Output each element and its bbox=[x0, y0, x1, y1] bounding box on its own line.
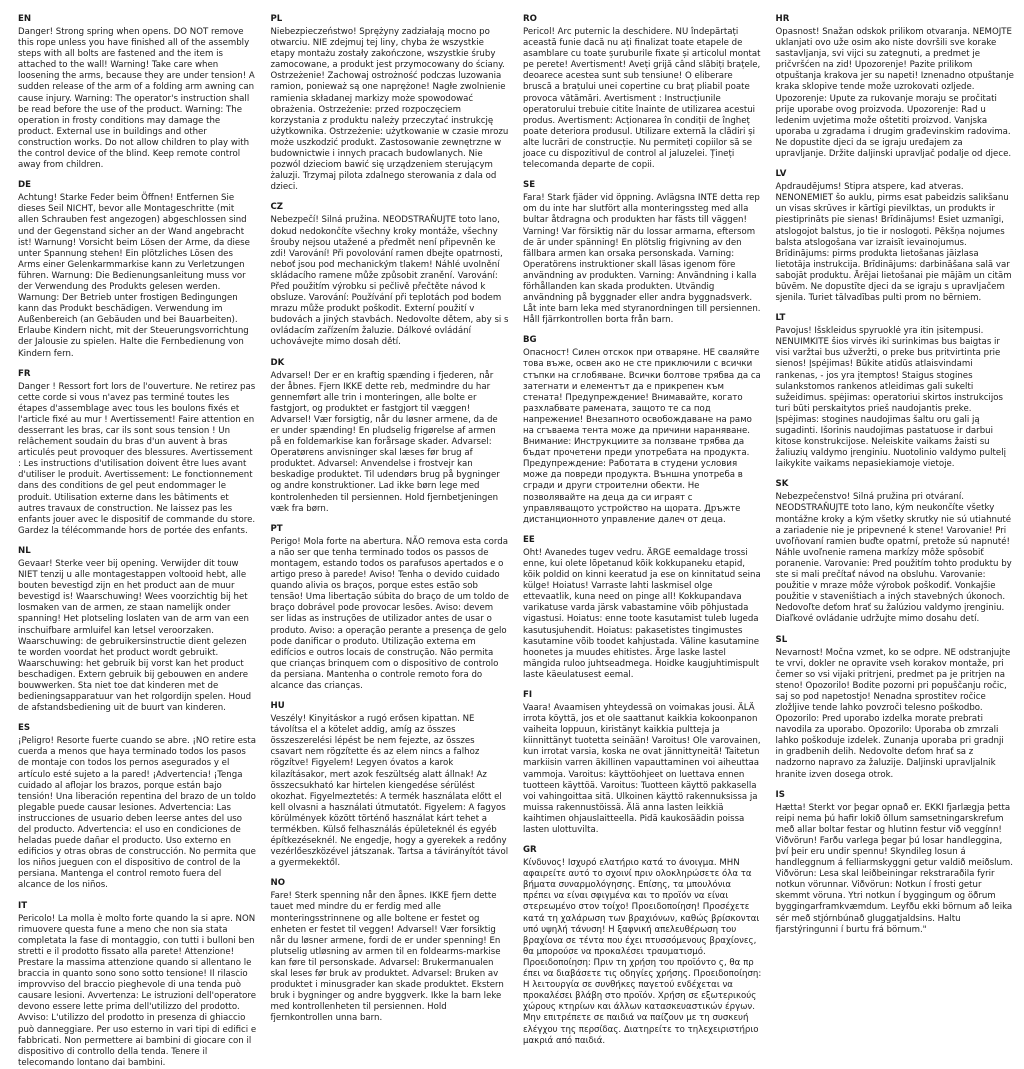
language-code: LT bbox=[775, 313, 786, 324]
language-code: NO bbox=[270, 878, 285, 889]
warning-text: Nevarnost! Močna vzmet, ko se odpre. NE odstranjujte te vrvi, dokler ne opravite vseh korakov montaže, pri čemer so vsi vijaki pritrjeni, predmet pa je pritrjen na steno! Opozorilo! Bodite pozorni pri popuščanju ročic, saj so pod napetostjo! Nenadna sprostitev ročice zložljive tende lahko povzroči telesno poškodbo. Opozorilo: Pred uporabo izdelka morate prebrati navodila za uporabo. Opozorilo: Uporaba ob zmrzali lahko poškoduje izdelek. Zunanja uporaba pri gradnji in gradbenih delih. Nedovolte deťom hrať sa z nadzorno napravo za žaluzije. Daljinski upravljalnik hranite izven dosega otrok. bbox=[775, 647, 1011, 780]
section-no bbox=[271, 878, 510, 1024]
language-code: SE bbox=[523, 180, 536, 191]
section-nl bbox=[18, 546, 257, 714]
language-code: BG bbox=[523, 335, 537, 346]
language-code: LV bbox=[775, 169, 787, 180]
section-is bbox=[776, 790, 1015, 936]
section-dk bbox=[271, 358, 510, 515]
section-sl bbox=[776, 635, 1015, 781]
warning-text: Vaara! Avaamisen yhteydessä on voimakas jousi. ÄLÄ irrota köyttä, jos et ole saattanut kaikkia kokoonpanon vaiheita loppuun, kiristänyt kaikkia pultteja ja kiinnittänyt tuotetta seinään! Varoitus! Ole varovainen, kun irrotat varsia, koska ne ovat jännittyneitä! Taitetun markiisin varren äkillinen vapauttaminen voi aiheuttaa vammoja. Varoitus: käyttöohjeet on luettava ennen tuotteen käyttöä. Varoitus: Tuotteen käyttö pakkasella voi vahingoittaa sitä. Ulkoinen käyttö rakennuksissa ja muissa rakennustöissä. Älä anna lasten leikkiä kaihtimen ohjauslaitteella. Pidä kaukosäädin poissa lasten ulottuvilta. bbox=[523, 702, 761, 835]
warning-text: Pavojus! Išskleidus spyruoklė yra itin įsitempusi. NENUIMKITE šios virvės iki surinkimas bus baigtas ir visi varžtai bus užveržti, o preke bus pritvirtinta prie sienos! Įspėjimas! Būkite atidūs atlaisvindami rankenas, - jos yra įtemptos! Staigus stogines sulankstomos rankenos atleidimas gali sukelti sužeidimus. spėjimas: operatoriui skirtos instrukcijos turi būti perskaitytos prieš naudojantis preke. Įspėjimas: stogines naudojimas šaltu oru gali ją sugadinti. Išorinis naudojimas pastatuose ir darbui kitose konstrukcijose. Neleiskite vaikams žaisti su žaliuzių valdymo įrenginiu. Nuotolinio valdymo pultelį laikykite vaikams nepasiekiamoje vietoje. bbox=[775, 326, 1006, 470]
section-lt bbox=[776, 313, 1015, 470]
warning-text: Опасност! Силен отскок при отваряне. НЕ сваляйте това въже, освен ако не сте приключили с всички стъпки на сглобяване. Всички болтове трябва да са затегнати и елементът да е прикрепен към стената! Предупреждение! Внимавайте, когато разхлабвате рамената, защото те са под напрежение! Внезапното освобождаване на рамо на сгъваема тента може да причини нараняване. Внимание: Инструкциите за ползване трябва да бъдат прочетени преди употребата на продукта. Предупреждение: Работата в студени условия може да повреди продукта. Външна употреба в сгради и други строителни обекти. Не позволявайте на деца да си играят с управляващото устройство на щората. Дръжте дистанционното управление далеч от деца. bbox=[523, 348, 761, 525]
language-code: HR bbox=[775, 14, 790, 24]
language-code: DE bbox=[18, 180, 32, 191]
section-ee bbox=[523, 535, 762, 681]
warning-text: Perigo! Mola forte na abertura. NÃO remova esta corda a não ser que tenha terminado todos os passos de montagem, estando todos os parafusos apertados e o artigo preso à parede! Aviso! Tenha o devido cuidado quando alivia os braços, porque estes estão sob tensão! Uma libertação súbita do braço de um toldo de braço dobrável pode provocar lesões. Aviso: devem ser lidas as instruções de utilizador antes de usar o produto. Aviso: a operação perante a presença de gelo pode danificar o produto. Utilização externa em edifícios e outros locais de construção. Não permita que crianças brinquem com o dispositivo de controlo da persiana. Mantenha o controle remoto fora do alcance das crianças. bbox=[270, 536, 509, 691]
warning-text: Apdraudējums! Stipra atspere, kad atveras. NENONEMIET šo auklu, pirms esat pabeidzis salikšanu un visas skrūves ir kārtīgi pievilktas, un produkts ir piestiprināts pie sienas! Brīdinājums! Esiet uzmanīgi, atslogojot balstus, jo tie ir noslogoti. Pēkšņa nojumes balsta atslogošana var izraisīt ievainojumus. Brīdinājums: pirms produkta lietošanas jāizlasa lietotāja instrukcija. Brīdinājums: darbināšana salā var sabojāt produktu. Ārējai lietošanai pie mājām un citām būvēm. Ne dopustīte djeci da se igraju s upravljačem sjenila. Turiet tālvadības pulti prom no bērniem. bbox=[775, 182, 1012, 304]
section-pt bbox=[271, 524, 510, 692]
section-bg bbox=[523, 335, 762, 526]
language-code: SL bbox=[775, 634, 788, 645]
language-code: FR bbox=[18, 368, 31, 379]
language-code: NL bbox=[18, 545, 31, 556]
column-2 bbox=[270, 14, 510, 1024]
section-hu bbox=[271, 701, 510, 869]
warning-text: Nebezpečí! Silná pružina. NEODSTRAŇUJTE toto lano, dokud nedokončíte všechny kroky montáže, všechny šrouby nejsou utažené a předmět není připevněn ke zdi! Varování! Při povolování ramen dbejte opatrnosti, neboť jsou pod mechanickým tlakem! Náhlé uvolnění skládacího ramene může způsobit zranění. Varování: Před použitím výrobku si pečlivě přečtěte návod k obsluze. Varování: Používání při teplotách pod bodem mrazu může produkt poškodit. Externí použití v budovách a jiných stavbách. Nedovolte dětem, aby si s ovládacím zařízením žaluzie. Dálkové ovládání uchovávejte mimo dosah dětí. bbox=[270, 215, 509, 348]
section-fi bbox=[523, 690, 762, 836]
section-ro bbox=[523, 14, 762, 171]
warning-text: Nebezpečenstvo! Silná pružina pri otváraní. NEODSTRAŇUJTE toto lano, kým neukončíte všetky montážne kroky a kým všetky skrutky nie sú utiahnuté a zariadenie nie je pripevnené k stene! Varovanie! Pri uvoľňovaní ramien buďte opatrní, pretože sú napnuté! Náhle uvoľnenie ramena markízy môže spôsobiť poranenie. Varovanie: Pred použitím tohto produktu by ste si mali prečítať návod na obsluhu. Varovanie: použitie v mraze môže výrobok poškodiť. Vonkajšie použitie v staveništiach a iných stavebných úkonoch. Nedovoľte deťom hrať su žalúziou valdymo įrenginiu. Diaľkové ovládanie udržujte mimo dosahu detí. bbox=[775, 492, 1012, 625]
section-lv bbox=[776, 169, 1015, 304]
warning-text: ¡Peligro! Resorte fuerte cuando se abre. ¡NO retire esta cuerda a menos que haya terminado todos los pasos de montaje con todos los pernos asegurados y el artículo esté sujeto a la pared! ¡Advertencia! ¡Tenga cuidado al aflojar los brazos, porque están bajo tensión! Una liberación repentina del brazo de un toldo plegable puede causar lesiones. Advertencia: Las instrucciones de usuario deben leerse antes del uso del producto. Advertencia: el uso en condiciones de heladas puede dañar el producto. Uso externo en edificios y otras obras de construcción. No permita que los niños jueguen con el dispositivo de control de la persiana. Mantenga el control remoto fuera del alcance de los niños. bbox=[18, 736, 256, 891]
warning-text: Gevaar! Sterke veer bij opening. Verwijder dit touw NIET tenzij u alle montagestappen voltooid hebt, alle bouten bevestigd zijn en het product aan de muur bevestigd is! Waarschuwing! Wees voorzichtig bij het losmaken van de armen, ze staan namelijk onder spanning! Het plotseling loslaten van de arm van een inschuifbare armluifel kan letsel veroorzaken. Waarschuwing: de gebruikersinstructie dient gelezen te worden voordat het product wordt gebruikt. Waarschuwing: het gebruik bij vorst kan het product beschadigen. Extern gebruik bij gebouwen en andere bouwwerken. Sta niet toe dat kinderen met de bedieningsapparatuur van het rolgordijn spelen. Houd de afstandsbediening uit de buurt van kinderen. bbox=[18, 558, 252, 714]
warning-text: Hætta! Sterkt vor þegar opnað er. EKKI fjarlægja þetta reipi nema þú hafir lokið öllum samsetningarskrefum með allar boltar festar og hlutinn festur við veggínn! Viðvörun! Farðu varlega þegar þú losar handleggina, því þeir eru undir spennu! Skyndileg losun á handleggnum á felliarmskyggni getur valdið meiðslum. Viðvörun: Lesa skal leiðbeiningar rekstraraðila fyrir notkun vörunnar. Viðvörun: Notkun í frosti getur skemmt vöruna. Ytri notkun í byggingum og öðrum byggingarframkvæmdum. Leyfðu ekki börnum að leika sér með stjórnbúnað gluggatjaldsins. Haltu fjarstýringunni í burtu frá börnum." bbox=[775, 802, 1014, 935]
warning-text: Veszély! Kinyitáskor a rugó erősen kipattan. NE távolítsa el a kötelet addig, amíg az összes összeszerelési lépést be nem fejezte, az összes csavart nem rögzítette és az elem nincs a falhoz rögzítve! Figyelem! Legyen óvatos a karok kilazításakor, mert azok feszültség alatt állnak! Az összecsukható kar hirtelen kiengedése sérülést okozhat. Figyelmeztetés: A termék használata előtt el kell olvasni a használati útmutatót. Figyelem: A fagyos körülmények között történő használat kárt tehet a termékben. Külső felhasználás épületeknél és egyéb építkezéseknél. Ne engedje, hogy a gyerekek a redőny vezérlőeszközével játszanak. Tartsa a távirányítót távol a gyermekektől. bbox=[270, 714, 509, 869]
language-code: EE bbox=[523, 534, 535, 545]
language-code: RO bbox=[523, 14, 537, 24]
warning-text: Oht! Avanedes tugev vedru. ÄRGE eemaldage trossi enne, kui olete lõpetanud kõik kokkupaneku etapid, kõik poldid on kinni keeratud ja ese on kinnitatud seina külge! Hoiatus! Varraste lahti laskmisel olge ettevaatlik, kuna need on pinge all! Kokkupandava varikatuse varda järsk vabastamine võib põhjustada vigastusi. Hoiatus: enne toote kasutamist tuleb lugeda kasutusjuhendit. Hoiatus: pakasetistes tingimustes kasutamine võib toodet kahjustada. Väline kasutamine hoonetes ja muudes ehitistes. Ärge laske lastel mängida ruloo juhtseadmega. Hoidke kaugjuhtimispult laste käeulatusest eemal. bbox=[523, 547, 761, 680]
section-it bbox=[18, 901, 257, 1069]
column-1 bbox=[18, 14, 257, 1068]
column-3 bbox=[523, 14, 762, 1046]
language-code: ES bbox=[18, 723, 31, 734]
section-sk bbox=[776, 479, 1015, 625]
section-fr bbox=[18, 369, 257, 537]
warning-text: Achtung! Starke Feder beim Öffnen! Entfernen Sie dieses Seil NICHT, bevor alle Montageschritte (mit allen Schrauben fest angezogen) abgeschlossen sind und der Gegenstand sicher an der Wand angebracht ist! Warnung! Vorsicht beim Lösen der Arme, da diese unter Spannung stehen! Ein plötzliches Lösen des Arms einer Gelenkarmmarkise kann zu Verletzungen führen. Warnung: Die Bedienungsanleitung muss vor der Verwendung des Produkts gelesen werden. Warnung: Der Betrieb unter frostigen Bedingungen kann das Produkt beschädigen. Verwendung im Außenbereich (an Gebäuden und bei Bauarbeiten). Erlaube Kindern nicht, mit der Steuerungsvorrichtung der Jalousie zu spielen. Halte die Fernbedienung von Kindern fern. bbox=[18, 193, 250, 359]
warning-text: Fara! Stark fjäder vid öppning. Avlägsna INTE detta rep om du inte har slutfört alla monteringssteg med alla bultar åtdragna och produkten har fästs till väggen! Varning! Var försiktig när du lossar armarna, eftersom de är under spänning! En plötslig frigivning av den fällbara armen kan orsaka personskada. Varning: Operatörens instruktioner skall läsas igenom före användning av produkten. Varning: Användning i kalla förhållanden kan skada produkten. Utvändig användning på byggnader eller andra byggnadsverk. Låt inte barn leka med styranordningen till persiennen. Håll fjärrkontrollen borta från barn. bbox=[523, 193, 761, 326]
language-code: SK bbox=[775, 479, 789, 490]
warning-text: Advarsel! Der er en kraftig spænding i fjederen, når der åbnes. Fjern IKKE dette reb, medmindre du har gennemført alle trin i monteringen, alle bolte er fastgjort, og produktet er fastgjort til væggen! Advarsel! Vær forsigtig, når du løsner armene, da de er under spænding! En pludselig frigørelse af armen på en foldemarkise kan forårsage skader. Advarsel: Operatørens anvisninger skal læses før brug af produktet. Advarsel: Anvendelse i frostvejr kan beskadige produktet. Til udendørs brug på bygninger og andre konstruktioner. Lad ikke børn lege med kontrolenheden til persiennen. Hold fjernbetjeningen væk fra børn. bbox=[270, 370, 500, 514]
language-code: FI bbox=[523, 689, 533, 700]
language-code: EN bbox=[18, 14, 32, 24]
column-4 bbox=[776, 14, 1015, 1014]
warning-text: Danger! Strong spring when opens. DO NOT remove this rope unless you have finished all of the assembly steps with all bolts are fastened and the item is attached to the wall! Warning! Take care when loosening the arms, because they are under tension! A sudden release of the arm of a folding arm awning can cause injury. Warning: The operator's instruction shall be read before the use of the product. Warning: The operation in frosty conditions may damage the product. External use in buildings and other construction works. Do not allow children to play with the control device of the blind. Keep remote control away from children. bbox=[18, 27, 255, 171]
section-se bbox=[523, 180, 762, 326]
section-es bbox=[18, 723, 257, 891]
language-code: GR bbox=[523, 845, 537, 856]
language-code: CZ bbox=[270, 202, 284, 213]
language-code: IT bbox=[18, 900, 28, 911]
warning-text: Danger ! Ressort fort lors de l'ouverture. Ne retirez pas cette corde si vous n'avez pas terminé toutes les étapes d'assemblage avec tous les boulons fixés et l'article fixé au mur ! Avertissement! Faire attention en desserrant les bras, car ils sont sous tension ! Un relâchement soudain du bras d'un auvent à bras articulés peut provoquer des blessures. Avertissement : Les instructions d'utilisation doivent être lues avant d'utiliser le produit. Avertissement: Le fonctionnement dans des conditions de gel peut endommager le produit. Utilisation externe dans les bâtiments et autres travaux de construction. Ne laissez pas les enfants jouer avec le dispositif de commande du store. Gardez la télécommande hors de portée des enfants. bbox=[18, 381, 256, 536]
language-code: DK bbox=[270, 357, 285, 368]
section-cz bbox=[271, 202, 510, 348]
section-gr bbox=[523, 845, 762, 1047]
language-code: IS bbox=[775, 789, 785, 800]
warning-text: Opasnost! Snažan odskok prilikom otvaranja. NEMOJTE uklanjati ovo uže osim ako niste dovršili sve korake sastavljanja, svi vijci su zategnuti, a predmet je pričvršćen na zid! Upozorenje! Pazite prilikom otpuštanja krakova jer su napeti! Iznenadno otpuštanje kraka sklopive tende može uzrokovati ozljede. Upozorenje: Upute za rukovanje moraju se pročitati prije uporabe ovog proizvoda. Upozorenje: Rad u ledenim uvjetima može oštetiti proizvod. Vanjska uporaba u zgradama i drugim građevinskim radovima. Ne dopustite djeci da se igraju uređajem za upravljanje. Držite daljinski upravljač podalje od djece. bbox=[775, 27, 1014, 160]
language-code: HU bbox=[270, 701, 285, 712]
section-en bbox=[18, 14, 257, 171]
warning-text: Κίνδυνος! Ισχυρό ελατήριο κατά το άνοιγμα. ΜΗΝ αφαιρείτε αυτό το σχοινί πριν ολοκληρώσετε όλα τα βήματα συναρμολόγησης. Επίσης, τα μπουλόνια πρέπει να είναι σφιγμένα και το προϊόν να είναι στερεωμένο στον τοίχο! Προειδοποίηση! Προσέχετε κατά τη χαλάρωση των βραχιόνων, καθώς βρίσκονται υπό υψηλή τάνυση! Η ξαφνική απελευθέρωση του βραχίονα σε τέντα που έχει πτυσσόμενους βραχίονες, θα μπορούσε να προκαλέσει τραυματισμό. Προειδοποίηση: Πριν τη χρήση του προϊόντο ς, θα πρ έπει να διαβάσετε τις οδηγίες χρήσης. Προειδοποίηση: Η λειτουργία σε συνθήκες παγετού ενδέχεται να προκαλέσει βλάβη στο προϊόν. Χρήση σε εξωτερικούς χώρους κτηρίων και άλλων κατασκευαστικών έργων. Μην επιτρέπετε σε παιδιά να παίζουν με τη συσκευή ελέγχου της περσίδας. Διατηρείτε το τηλεχειριστήριο μακριά από παιδιά. bbox=[523, 858, 762, 1046]
warning-text: Niebezpieczeństwo! Sprężyny zadziałają mocno po otwarciu. NIE zdejmuj tej liny, chyba że wszystkie etapy montażu zostały zakończone, wszystkie śruby zamocowane, a produkt jest przymocowany do ściany. Ostrzeżenie! Zachowaj ostrożność podczas luzowania ramion, ponieważ są one naprężone! Nagłe zwolnienie ramienia składanej markizy może spowodować obrażenia. Ostrzeżenie: przed rozpoczęciem korzystania z produktu należy przeczytać instrukcję użytkownika. Ostrzeżenie: użytkowanie w czasie mrozu może uszkodzić produkt. Zastosowanie zewnętrzne w budownictwie i innych pracach budowlanych. Nie pozwól dzieciom bawić się urządzeniem sterującym żaluzji. Trzymaj pilota zdalnego sterowania z dala od dzieci. bbox=[270, 27, 509, 193]
language-code: PL bbox=[270, 14, 283, 24]
warning-text: Fare! Sterk spenning når den åpnes. IKKE fjern dette tauet med mindre du er ferdig med alle monteringsstrinnene og alle boltene er festet og enheten er festet til veggen! Advarsel! Vær forsiktig når du løsner armene, fordi de er under spenning! En plutselig utløsning av armen til en foldearms-markise kan føre til personskade. Advarsel: Brukermanualen skal leses før bruk av produktet. Advarsel: Bruken av produktet i minusgrader kan skade produktet. Ekstern bruk i bygninger og andre byggverk. Ikke la barn leke med kontrollenheten til persiennen. Hold fjernkontrollen unna barn. bbox=[270, 891, 504, 1024]
warning-text: Pericol! Arc puternic la deschidere. NU îndepărtați această funie dacă nu ați finalizat toate etapele de asamblare cu toate șuruburile fixate și articolul montat pe perete! Avertisment! Aveți grijă când slăbiți brațele, deoarece acestea sunt sub tensiune! O eliberare bruscă a brațului unei copertine cu braț pliabil poate provoca vătămări. Avertisment : Instrucțiunile operatorului trebuie citite înainte de utilizarea acestui produs. Avertisment: Acționarea în condiții de îngheț poate deteriora produsul. Utilizare externă la clădiri și alte lucrări de construcție. Nu permiteți copiilor să se joace cu dispozitivul de control al jaluzelei. Țineți telecomanda departe de copii. bbox=[523, 27, 761, 171]
language-code: PT bbox=[270, 523, 283, 534]
section-hr bbox=[776, 14, 1015, 160]
section-de bbox=[18, 180, 257, 359]
warning-text: Pericolo! La molla è molto forte quando la si apre. NON rimuovere questa fune a meno che non sia stata completata la fase di montaggio, con tutti i bulloni ben stretti e il prodotto fissato alla parete! Attenzione! Prestare la massima attenzione quando si allentano le braccia in quanto sono sono sotto tensione! Il rilascio improvviso del braccio pieghevole di una tenda può causare lesioni. Avvertenza: Le istruzioni dell'operatore devono essere lette prima dell'utilizzo del prodotto. Avviso: L'utilizzo del prodotto in presenza di ghiaccio può danneggiare. Per uso esterno in vari tipi di edifici e fabbricati. Non permettere ai bambini di giocare con il dispositivo di controllo della tenda. Tenere il telecomando lontano dai bambini. bbox=[18, 913, 257, 1068]
section-pl bbox=[271, 14, 510, 193]
